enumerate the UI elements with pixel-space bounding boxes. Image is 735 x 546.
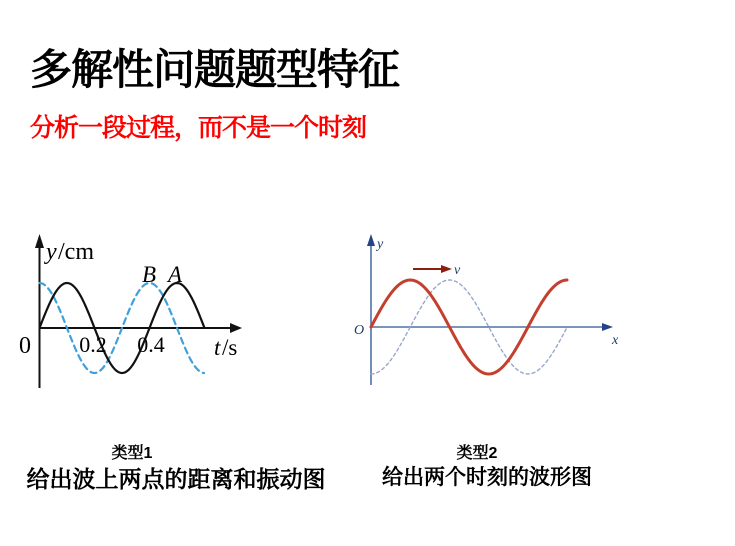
left-y-axis-unit: /cm (58, 239, 94, 265)
right-origin-label: O (354, 323, 365, 338)
tick-label-0-2: 0.2 (79, 332, 107, 357)
point-label-a: A (167, 262, 183, 287)
right-caption-text: 给出两个时刻的波形图 (382, 466, 592, 489)
left-caption-title: 类型1 (111, 445, 153, 462)
left-x-axis-arrow-icon (230, 323, 242, 333)
right-caption-title: 类型2 (456, 445, 498, 462)
velocity-label: v (454, 263, 461, 278)
left-caption-text: 给出波上两点的距离和振动图 (26, 466, 326, 492)
right-x-axis-arrow-icon (602, 323, 613, 331)
left-x-axis-unit: /s (222, 335, 238, 360)
velocity-arrow-icon (441, 265, 452, 273)
point-label-b: B (141, 262, 157, 287)
right-y-axis-label: y (377, 237, 384, 252)
left-y-axis-arrow-icon (35, 234, 44, 248)
left-x-axis-variable: t (214, 335, 221, 360)
waveform-figure (350, 225, 630, 395)
tick-label-0-4: 0.4 (137, 332, 165, 357)
page-title: 多解性问题题型特征 (30, 46, 400, 93)
left-origin-label: 0 (19, 333, 31, 359)
right-x-axis-label: x (612, 333, 619, 348)
left-y-axis-variable: y (46, 239, 57, 265)
subtitle: 分析一段过程，而不是一个时刻 (30, 114, 367, 142)
right-y-axis-arrow-icon (367, 234, 375, 246)
vibration-graph-figure (10, 225, 265, 400)
